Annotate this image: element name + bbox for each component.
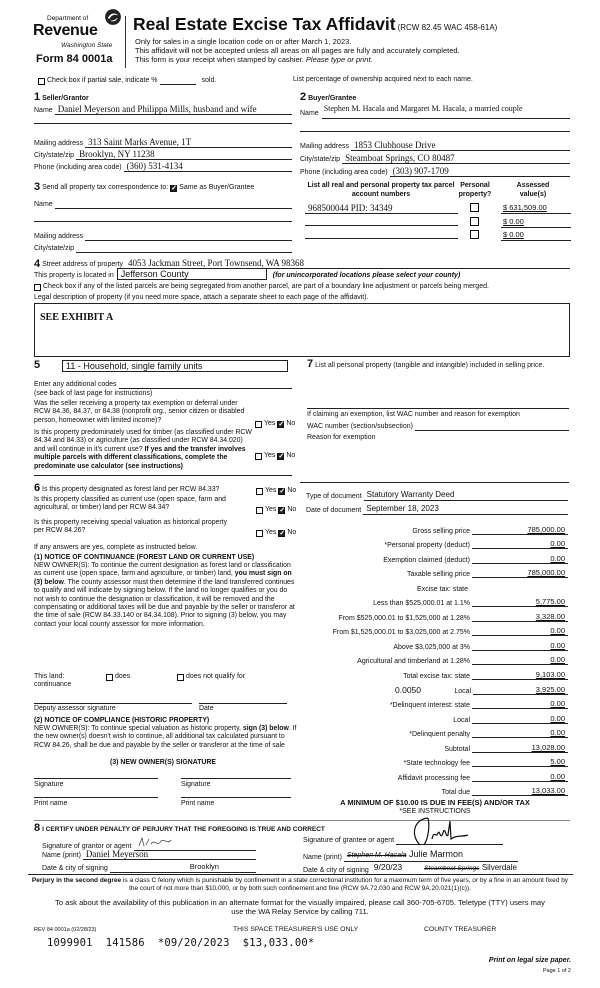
- no-checkbox[interactable]: ✓: [278, 421, 285, 428]
- same-as-buyer-checkbox[interactable]: ✓: [171, 185, 178, 192]
- field-label: *Personal property (deduct): [384, 542, 470, 550]
- historic-yes-no: [256, 528, 296, 537]
- correspondence-name-line-2[interactable]: [34, 221, 292, 222]
- delinq-state-row: [300, 695, 568, 710]
- dor-swirl-icon: [104, 8, 122, 26]
- personal-property-label: List all personal property (tangible and intangible) included in selling price.: [315, 362, 545, 369]
- field-label: Mailing address: [34, 233, 84, 240]
- field-label: From $1,525,000.01 to $3,025,000 at 2.75%: [332, 629, 470, 637]
- exemption-claimed-field[interactable]: 0.00: [472, 554, 568, 564]
- exemption-yes-no: [255, 419, 295, 428]
- grantor-date-city-field[interactable]: [110, 862, 256, 873]
- parcel-row: [303, 203, 571, 215]
- owner-signature-field[interactable]: [34, 778, 158, 779]
- certify-text: I CERTIFY UNDER PENALTY OF PERJURY THAT THE FOREGOING IS TRUE AND CORRECT: [42, 826, 325, 833]
- section-number: 6: [34, 482, 41, 494]
- header-instructions: [135, 37, 460, 64]
- field-label: Phone (including area code): [34, 164, 122, 171]
- buyer-name-field[interactable]: Stephen M. Hacala and Margaret M. Hacala, a married couple: [323, 104, 523, 113]
- signature-label: Signature: [34, 781, 64, 788]
- parcel-account-field[interactable]: 968500044 PID: 34349: [305, 203, 458, 214]
- field-label: Local: [454, 687, 472, 695]
- correspondence-name-field[interactable]: [55, 200, 292, 209]
- notice2-text: [34, 725, 299, 750]
- personal-property-checkbox[interactable]: [470, 230, 479, 239]
- forest-question: [34, 484, 259, 494]
- penalty-row: [300, 724, 568, 739]
- deputy-date-label: Date: [199, 705, 214, 712]
- partial-sale-percent-field[interactable]: [160, 84, 196, 85]
- field-label: Total excise tax: state: [403, 673, 470, 681]
- timber-yes-no: [255, 451, 295, 460]
- additional-codes-row: [34, 380, 292, 389]
- dor-logo: [33, 13, 123, 69]
- no-label: No: [286, 452, 296, 459]
- perjury-text: is a class C felony which is punishable by confinement in a state correctional institution for a maximum term of five years, or by a fine in an amount fixed by the court of not more than $10,000, or by both such confinement and fine (RCW 9A.72.030 and RCW 9A.20.021(1)(c)).: [121, 877, 569, 892]
- deputy-date-field[interactable]: [199, 703, 287, 704]
- no-label: No: [286, 420, 296, 427]
- yes-label: Yes: [265, 487, 277, 494]
- grantee-city: Silverdale: [481, 863, 517, 872]
- section-number: 2: [300, 91, 307, 103]
- instruction-line: [135, 55, 460, 64]
- county-note: (for unincorporated locations please select your county): [272, 272, 461, 279]
- grantee-name: Julie Marmon: [408, 849, 463, 859]
- if-yes-note: If any answers are yes, complete as instructed below.: [34, 544, 198, 551]
- treasurer-receipt-stamp: 1099901 141586 *09/20/2023 $13,033.00*: [47, 937, 315, 949]
- grantor-signature-icon: [137, 836, 177, 848]
- certify-heading: [34, 822, 325, 834]
- delinq-local-row: [300, 709, 568, 724]
- buyer-phone-field[interactable]: (303) 907-1709: [390, 166, 570, 177]
- field-label: City/state/zip: [34, 152, 75, 159]
- total-due-field[interactable]: 13,033.00: [472, 786, 568, 796]
- county-row: [34, 268, 460, 280]
- total-state-tax-field[interactable]: 9,103.00: [472, 670, 568, 680]
- buyer-mailing-row: [300, 140, 570, 151]
- yes-label: Yes: [265, 529, 277, 536]
- local-row: [300, 680, 568, 695]
- section-heading: Seller/Grantor: [42, 95, 89, 102]
- field-label: Name: [34, 201, 53, 208]
- owner-signature-field[interactable]: [181, 778, 291, 779]
- page-title: [133, 14, 497, 35]
- gross-row: [300, 520, 568, 535]
- notice-text: NEW OWNER(S): To continue special valuation as historic property,: [34, 725, 241, 732]
- perjury-bold: Perjury in the second degree: [31, 877, 122, 884]
- section-number: 4: [34, 258, 41, 270]
- parcel-header-assessed: Assessed value(s): [516, 182, 550, 198]
- owner-print-name-field[interactable]: [181, 797, 291, 798]
- divider: [34, 475, 292, 476]
- section-number: 8: [34, 822, 41, 834]
- grantee-name-struck: Stephen M. Hacala: [346, 852, 407, 859]
- partial-sale-suffix: sold.: [201, 77, 217, 84]
- tier4-row: [300, 636, 568, 651]
- assessed-value-field[interactable]: $ 0.00: [501, 217, 571, 228]
- field-label: Less than $525,000.01 at 1.1%: [373, 600, 470, 608]
- delinquent-penalty-field[interactable]: 0.00: [472, 728, 568, 738]
- seller-city-field[interactable]: Brooklyn, NY 11238: [76, 149, 292, 160]
- field-label: Date & city of signing: [42, 865, 108, 872]
- tax-calculation: [300, 520, 568, 796]
- tier2-tax-field[interactable]: 3,328.00: [472, 612, 568, 622]
- field-label: Gross selling price: [412, 527, 470, 535]
- owner-print-name-field[interactable]: [34, 797, 158, 798]
- does-label: does: [115, 673, 131, 680]
- parcel-row: [303, 230, 571, 242]
- personal-row: [300, 535, 568, 550]
- delinquent-interest-local-field[interactable]: 0.00: [472, 714, 568, 724]
- parcel-header-accounts: List all real and personal property tax parcel account numbers: [307, 182, 455, 198]
- segregated-checkbox[interactable]: [34, 284, 41, 291]
- no-checkbox[interactable]: ✓: [279, 507, 286, 514]
- current-use-question: Is this property classified as current use (open space, farm and agricultural, or timber) land per RCW 84.34?: [34, 496, 226, 512]
- revision-label: REV 84 0001a (02/28/23): [34, 927, 97, 933]
- deputy-signature-label: Deputy assessor signature: [34, 705, 116, 712]
- correspondence-name-row: [34, 200, 292, 209]
- exemption-question: Was the seller receiving a property tax exemption or deferral under RCW 84.36, 84.37, or 84.38 (nonprofit org., senior citizen or disabled person, homeowner with limited income)?: [34, 400, 245, 424]
- ag-row: [300, 651, 568, 666]
- field-label: Signature of grantor or agent: [42, 843, 132, 850]
- correspondence-city-row: [34, 244, 292, 253]
- instruction-italic: Please type or print.: [305, 55, 373, 64]
- header-divider: [125, 16, 126, 68]
- logo-revenue: Revenue: [33, 22, 98, 39]
- section-number: 5: [34, 359, 41, 371]
- exemption-row: [300, 549, 568, 564]
- tier1-tax-field[interactable]: 5,775.00: [472, 597, 568, 607]
- field-label: Subtotal: [444, 745, 470, 753]
- perjury-notice: [28, 877, 572, 893]
- parcel-account-field[interactable]: [305, 230, 458, 239]
- divider: [28, 874, 572, 875]
- grantee-name-field[interactable]: [344, 849, 518, 862]
- delinquent-interest-state-field[interactable]: 0.00: [472, 699, 568, 709]
- field-label: *Delinquent penalty: [409, 731, 470, 739]
- field-label: Agricultural and timberland at 1.28%: [357, 658, 470, 666]
- document-type-row: [306, 490, 568, 501]
- excise-header: Excise tax: state: [417, 585, 468, 593]
- no-checkbox[interactable]: ✓: [279, 530, 286, 537]
- taxable-selling-price-field[interactable]: 785,000.00: [472, 568, 568, 578]
- reason-label: Reason for exemption: [307, 434, 376, 441]
- correspondence-row: [34, 183, 254, 192]
- property-address-field[interactable]: 4053 Jackman Street, Port Townsend, WA 98368: [125, 258, 570, 269]
- no-label: No: [287, 506, 297, 513]
- total-state-row: [300, 665, 568, 680]
- parcel-account-field[interactable]: [305, 217, 458, 226]
- grantee-name-row: [303, 849, 518, 862]
- this-land-row: [34, 672, 245, 681]
- correspondence-mailing-field[interactable]: [85, 232, 292, 241]
- field-label: Signature of grantee or agent: [303, 837, 395, 844]
- grantor-date-row: [42, 862, 256, 873]
- field-label: Exemption claimed (deduct): [383, 556, 470, 564]
- tier1-row: [300, 593, 568, 608]
- personal-property-field[interactable]: [307, 408, 569, 409]
- field-label: Local: [453, 716, 470, 724]
- notice-text: . If the new owner(s) doesn't wish to continue, all additional tax calculated pursuant to RCW 84.26, shall be due and payable by the seller or transferor at the time of sale: [34, 725, 297, 749]
- field-label: Street address of property: [42, 261, 124, 268]
- buyer-city-field[interactable]: Steamboat Springs, CO 80487: [342, 153, 570, 164]
- historic-question: Is this property receiving special valuation as historical property per RCW 84.26?: [34, 519, 228, 535]
- notice-bold: you must sign on (3) below: [34, 570, 292, 586]
- notice-bold: sign (3) below: [242, 725, 289, 732]
- treasurer-use-label: THIS SPACE TREASURER'S USE ONLY: [233, 926, 359, 933]
- instruction-text: This form is your receipt when stamped by cashier.: [135, 55, 304, 64]
- parcel-row: [303, 217, 571, 229]
- buyer-phone-row: [300, 166, 570, 177]
- yes-checkbox[interactable]: [256, 530, 263, 537]
- personal-property-checkbox[interactable]: [470, 217, 479, 226]
- document-type-field[interactable]: Statutory Warranty Deed: [364, 490, 568, 501]
- technology-fee-field[interactable]: 5.00: [472, 757, 568, 767]
- forest-yes-no: [256, 486, 296, 495]
- document-date-field[interactable]: September 18, 2023: [363, 504, 568, 515]
- notice1-text: [34, 562, 298, 629]
- yes-label: Yes: [265, 506, 277, 513]
- print-name-label: Print name: [181, 800, 215, 807]
- personal-property-checkbox[interactable]: [470, 203, 479, 212]
- assessed-value-field[interactable]: $ 631,509.00: [501, 203, 571, 214]
- field-label: Name (print): [303, 854, 342, 861]
- grantor-city: Brooklyn: [189, 862, 219, 871]
- instruction-line: This affidavit will not be accepted unless all areas on all pages are fully and accurately completed.: [135, 46, 460, 55]
- local-tax-field[interactable]: 3,925.00: [473, 685, 568, 695]
- grantor-name-row: [42, 849, 256, 860]
- forest-question-text: Is this property designated as forest land per RCW 84.33?: [42, 486, 220, 493]
- segregated-label: Check box if any of the listed parcels are being segregated from another parcel, are part of a boundary line adjustment or parcels being merged.: [43, 283, 489, 290]
- field-label: Affidavit processing fee: [397, 774, 470, 782]
- field-label: Phone (including area code): [300, 169, 388, 176]
- grantee-signature-row: [303, 836, 503, 845]
- legal-description-field[interactable]: [34, 303, 570, 357]
- county-select[interactable]: Jefferson County: [117, 268, 267, 280]
- deputy-signature-field[interactable]: [34, 703, 192, 704]
- title-text: Real Estate Excise Tax Affidavit: [133, 14, 396, 34]
- divider: [300, 482, 569, 483]
- field-label: From $525,000.01 to $1,525,000 at 1.28%: [338, 614, 470, 622]
- agricultural-tax-field[interactable]: 0.00: [472, 655, 568, 665]
- tier3-row: [300, 622, 568, 637]
- exemption-label: If claiming an exemption, list WAC number and reason for exemption: [307, 411, 520, 418]
- field-label: *State technology fee: [403, 760, 470, 768]
- form-number: Form 84 0001a: [36, 53, 113, 65]
- processing-fee-field[interactable]: 0.00: [472, 772, 568, 782]
- seller-name-line-2[interactable]: [34, 123, 292, 124]
- field-label: Name (print): [42, 852, 81, 859]
- section-heading: Buyer/Grantee: [308, 95, 357, 102]
- title-citation: (RCW 82.45 WAC 458-61A): [397, 23, 498, 32]
- grantee-city-struck: Steamboat Springs: [424, 865, 480, 872]
- field-label: Type of document: [306, 493, 362, 500]
- section-number: 7: [307, 358, 314, 370]
- buyer-heading: [300, 91, 356, 103]
- total-due-row: [300, 782, 568, 797]
- wac-number-field[interactable]: [415, 422, 569, 431]
- legal-description-label: Legal description of property (if you need more space, attach a separate sheet to each page of the affidavit).: [34, 294, 369, 301]
- no-label: No: [287, 529, 297, 536]
- tech-fee-row: [300, 753, 568, 768]
- excise-header-row: [300, 578, 568, 593]
- document-date-row: [306, 504, 568, 515]
- ownership-note: List percentage of ownership acquired next to each name.: [293, 76, 473, 83]
- notice-text: . The county assessor must then determine if the land transferred continues to qualify and will indicate by signing below. If the land no longer qualifies or you do not wish to continue the designation or classification, it will be removed and the compensating or additional taxes will be due and payable by the seller or transferor at the time of sale (RCW 84.33.140 or 84.34.108). Prior to signing (3) below, you may contact your local county assessor for more information.: [34, 578, 295, 628]
- field-label: Mailing address: [34, 140, 84, 147]
- section-number: 3: [34, 181, 41, 193]
- no-label: No: [287, 487, 297, 494]
- yes-checkbox[interactable]: [255, 421, 262, 428]
- no-checkbox[interactable]: ✓: [278, 453, 285, 460]
- subtotal-field[interactable]: 13,028.00: [472, 743, 568, 753]
- field-label: Above $3,025,000 at 3%: [393, 643, 470, 651]
- yes-label: Yes: [264, 420, 276, 427]
- yes-label: Yes: [264, 452, 276, 459]
- field-label: City/state/zip: [34, 245, 75, 252]
- processing-fee-row: [300, 767, 568, 782]
- section-number: 1: [34, 91, 41, 103]
- partial-sale-checkbox[interactable]: [38, 78, 45, 85]
- wac-row: [307, 422, 569, 431]
- field-label: This property is located in: [34, 272, 114, 279]
- subtotal-row: [300, 738, 568, 753]
- personal-property-section: [307, 360, 569, 371]
- field-label: Date of document: [306, 507, 362, 514]
- seller-mailing-field[interactable]: 313 Saint Marks Avenue, 1T: [85, 137, 292, 148]
- field-label: *Delinquent interest: state: [389, 702, 470, 710]
- field-label: Total due: [441, 789, 470, 797]
- page-number: Page 1 of 2: [542, 968, 571, 974]
- yes-checkbox[interactable]: [255, 453, 262, 460]
- field-label: WAC number (section/subsection): [307, 423, 413, 430]
- minimum-due-note: A MINIMUM OF $10.00 IS DUE IN FEE(S) AND/OR TAX: [340, 798, 530, 807]
- divider: [34, 820, 570, 821]
- buyer-mailing-field[interactable]: 1853 Clubhouse Drive: [351, 140, 570, 151]
- tier4-tax-field[interactable]: 0.00: [472, 641, 568, 651]
- current-use-yes-no: [256, 505, 296, 514]
- correspondence-city-field[interactable]: [76, 244, 292, 253]
- tier3-tax-field[interactable]: 0.00: [472, 626, 568, 636]
- seller-mailing-row: [34, 137, 292, 148]
- gross-selling-price-field[interactable]: 785,000.00: [472, 525, 568, 535]
- parcel-header-personal: Personal property?: [458, 182, 492, 198]
- correspondence-mailing-row: [34, 232, 292, 241]
- seller-city-row: [34, 149, 292, 160]
- grantee-signature-icon: [410, 815, 470, 849]
- field-label: Mailing address: [300, 143, 350, 150]
- notice-text: NEW OWNER(S): To continue the current designation as forest land or classification as current use (open space, farm and agriculture, or timber) land,: [34, 562, 291, 578]
- field-label: Taxable selling price: [406, 571, 470, 579]
- timber-question-bold: If yes and the transfer involves multiple parcels with different classifications, complete the predominate use calculator (see instructions): [34, 445, 246, 470]
- signature-label: Signature: [181, 781, 211, 788]
- seller-name-field[interactable]: Daniel Meyerson and Philippa Mills, husband and wife: [55, 104, 292, 115]
- additional-codes-field[interactable]: [119, 380, 293, 389]
- correspondence-label: Send all property tax correspondence to:: [42, 184, 169, 191]
- partial-sale-label: Check box if partial sale, indicate %: [47, 77, 158, 84]
- yes-checkbox[interactable]: [256, 488, 263, 495]
- does-not-label: does not qualify for: [186, 673, 246, 680]
- field-label: Date & city of signing: [303, 867, 369, 874]
- buyer-name-line-2[interactable]: [300, 131, 570, 132]
- print-name-label: Print name: [34, 800, 68, 807]
- notice1-title: (1) NOTICE OF CONTINUANCE (FOREST LAND OR CURRENT USE): [34, 554, 255, 561]
- grantee-date: 9/20/23: [373, 862, 403, 872]
- notice2-title: (2) NOTICE OF COMPLIANCE (HISTORIC PROPERTY): [34, 717, 210, 724]
- local-rate: 0.0050: [395, 684, 421, 695]
- grantor-name-field[interactable]: Daniel Meyerson: [83, 849, 256, 860]
- assessed-value-field[interactable]: $ 0.00: [501, 230, 571, 241]
- taxable-row: [300, 564, 568, 579]
- no-checkbox[interactable]: ✓: [279, 488, 286, 495]
- yes-checkbox[interactable]: [256, 507, 263, 514]
- field-label: Name: [34, 107, 53, 114]
- alternate-format-note: To ask about the availability of this publication in an alternate format for the visually impaired, please call 360-705-6705. Teletype (TTY) users may use the WA Relay Service by calling 711.: [55, 898, 545, 916]
- seller-phone-field[interactable]: (360) 531-4134: [124, 161, 292, 172]
- seller-name-row: [34, 104, 292, 115]
- buyer-name-row: [300, 104, 570, 118]
- partial-sale-row: [38, 76, 216, 85]
- county-treasurer-label: COUNTY TREASURER: [424, 926, 497, 933]
- same-as-buyer-label: Same as Buyer/Grantee: [179, 184, 255, 191]
- logo-dept-of: Department of: [47, 15, 89, 22]
- timber-question-text: Is this property predominately used for timber (as classified under RCW 84.34 and 84.33) or agriculture (as classified under RCW 84.34.020) and will continue in it's current use?: [34, 429, 252, 453]
- land-use-code-select[interactable]: 11 - Household, single family units: [62, 360, 288, 372]
- personal-property-deduct-field[interactable]: 0.00: [472, 539, 568, 549]
- codes-note: (see back of last page for instructions): [34, 390, 153, 397]
- tier2-row: [300, 607, 568, 622]
- print-legal-note: Print on legal size paper.: [488, 957, 571, 964]
- legal-description-text: SEE EXHIBIT A: [40, 312, 114, 323]
- field-label: City/state/zip: [300, 156, 341, 163]
- field-label: Enter any additional codes: [34, 381, 117, 388]
- instruction-line: Only for sales in a single location code on or after March 1, 2023.: [135, 37, 352, 46]
- see-instructions-note: *SEE INSTRUCTIONS: [399, 808, 471, 815]
- timber-question: [34, 429, 254, 471]
- buyer-city-row: [300, 153, 570, 164]
- notice3-title: (3) NEW OWNER(S) SIGNATURE: [110, 759, 216, 766]
- seller-phone-row: [34, 161, 292, 172]
- does-not-checkbox[interactable]: [177, 674, 184, 681]
- logo-state: Washington State: [61, 42, 113, 49]
- does-checkbox[interactable]: [106, 674, 113, 681]
- seller-heading: [34, 91, 89, 103]
- this-land-label: This land:: [34, 673, 65, 680]
- continuance-label: continuance: [34, 681, 72, 688]
- buyer-name-underline: [322, 118, 570, 119]
- field-label: Name: [300, 110, 319, 117]
- segregated-row: [34, 282, 489, 291]
